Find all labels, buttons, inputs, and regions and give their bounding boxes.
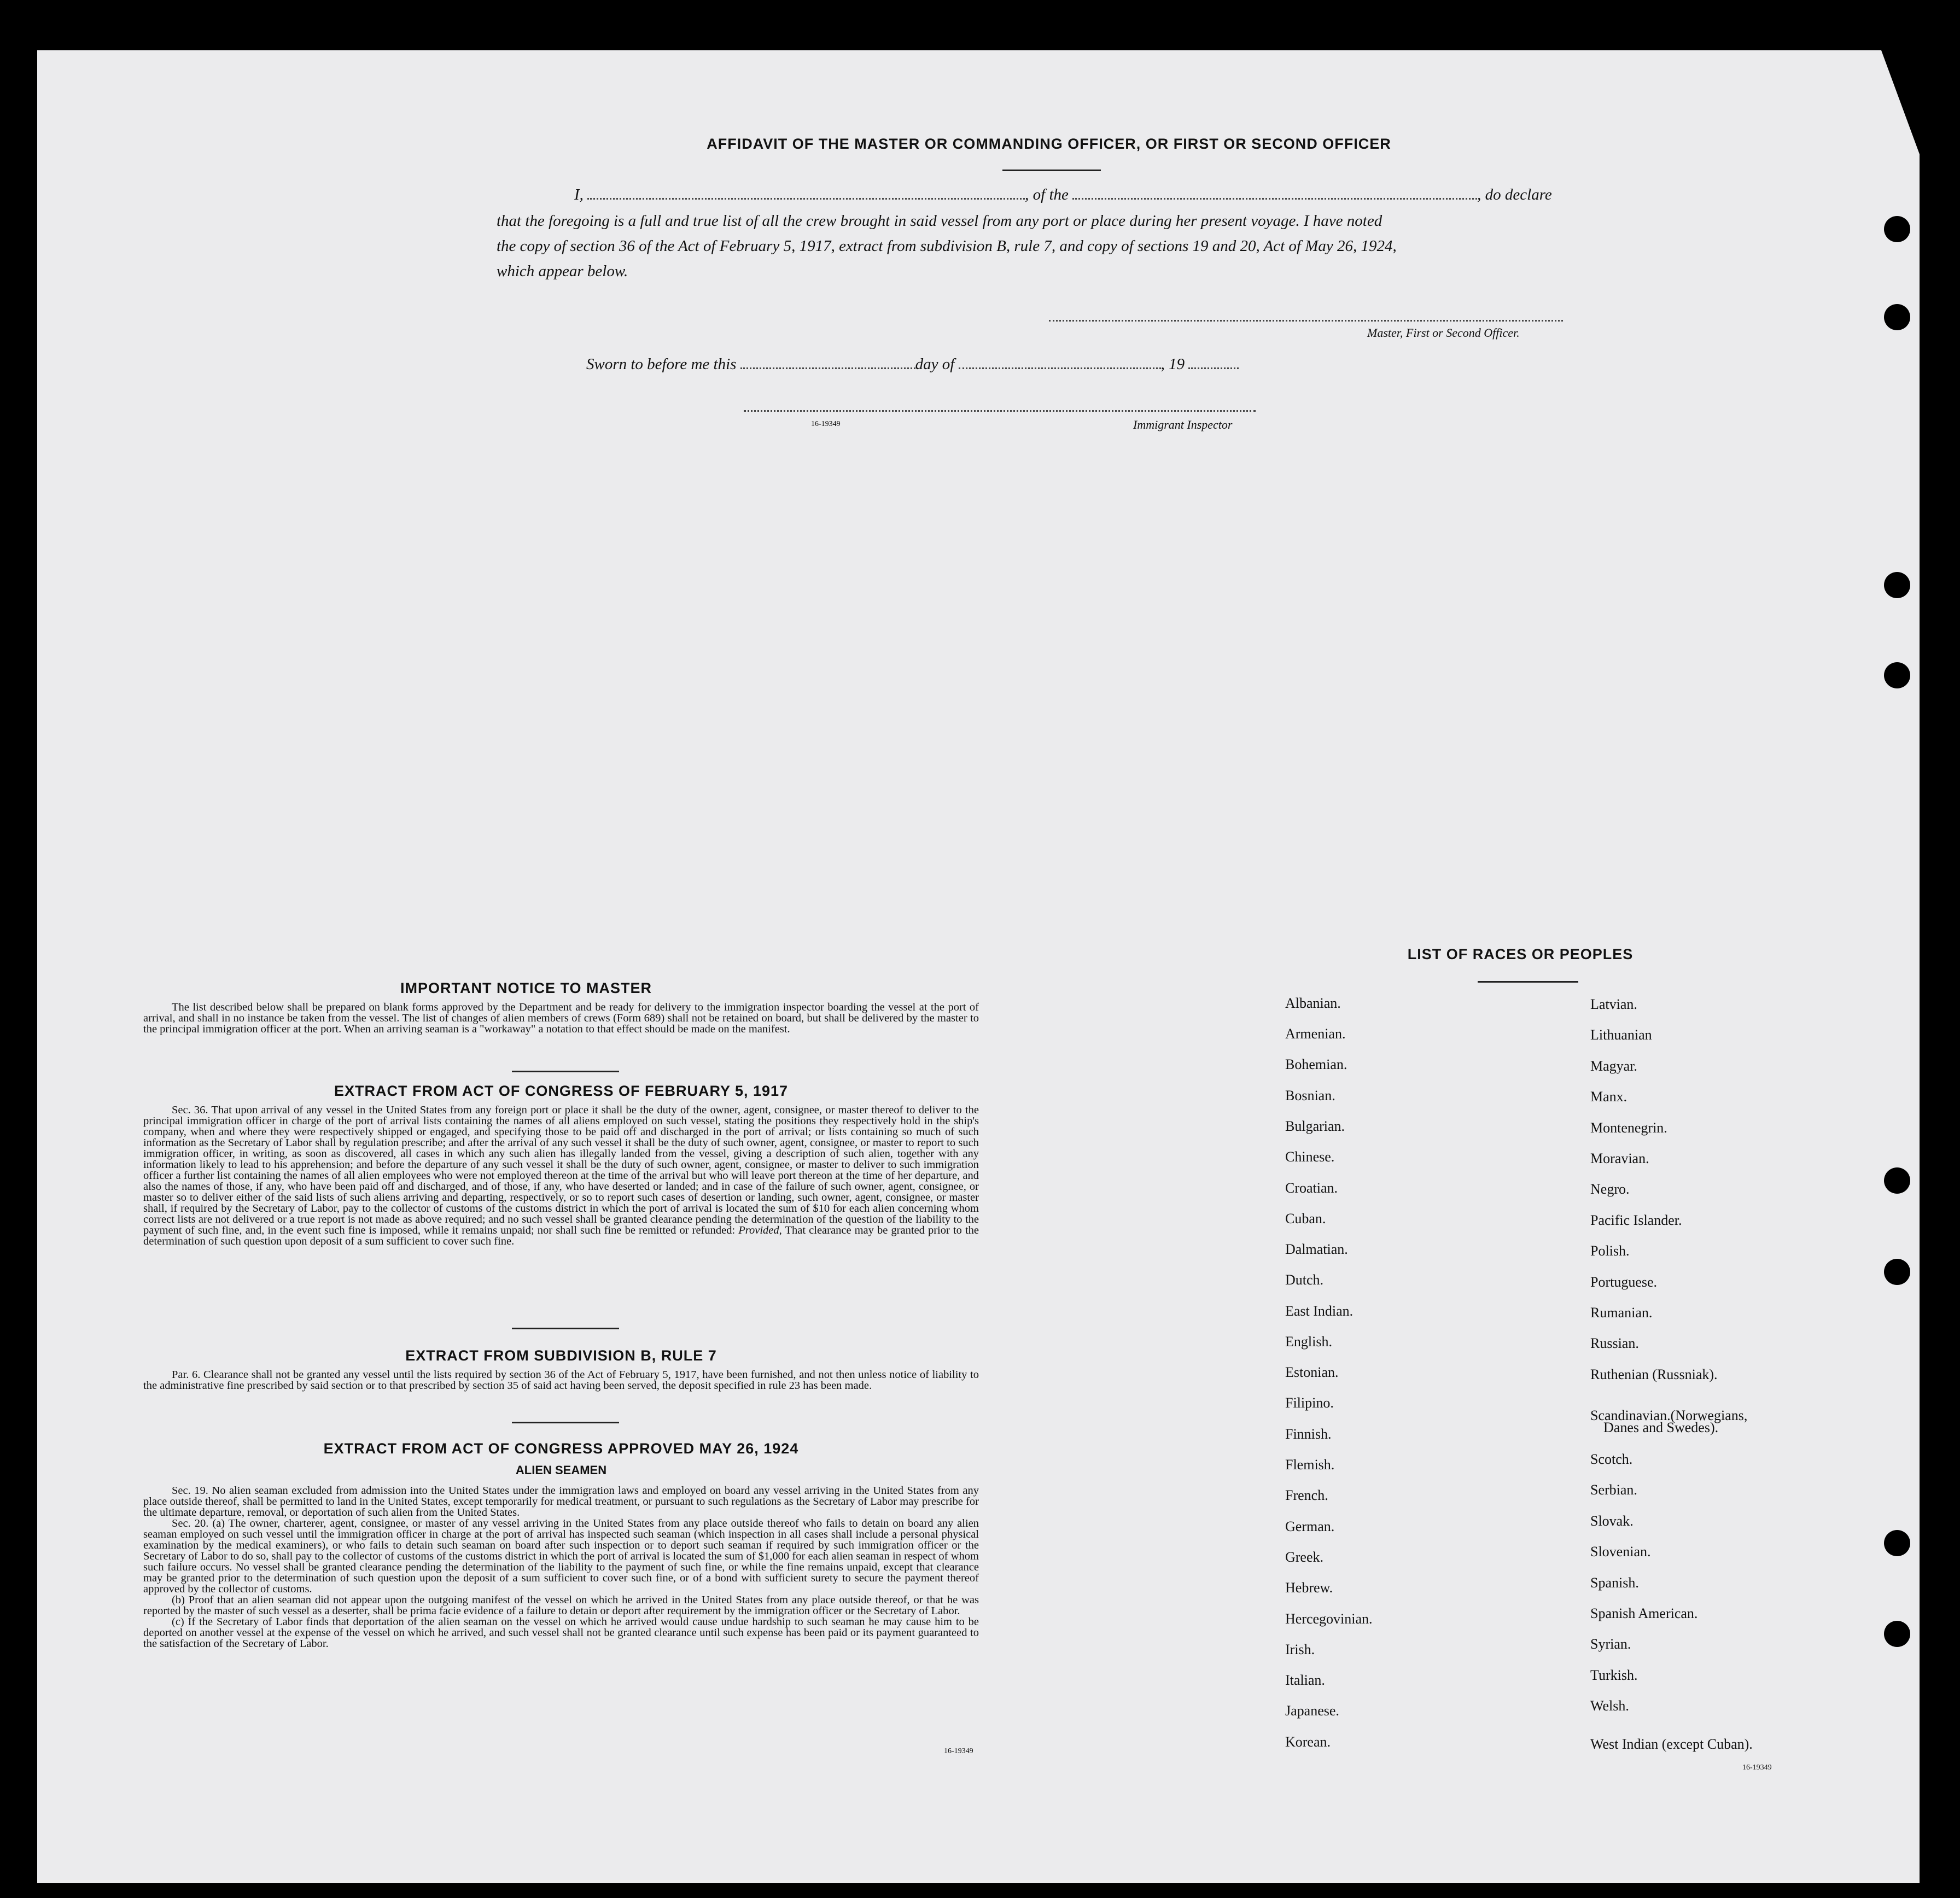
race-item: English. [1285, 1334, 1332, 1350]
extract-1917-text [143, 1105, 979, 1247]
race-item: Spanish American. [1590, 1605, 1698, 1621]
race-item: Magyar. [1590, 1058, 1637, 1074]
notice-title: IMPORTANT NOTICE TO MASTER [400, 980, 652, 996]
torn-corner [1881, 50, 1920, 154]
race-item: Bohemian. [1285, 1056, 1348, 1072]
race-item: Estonian. [1285, 1364, 1339, 1380]
declaration-line-4: which appear below. [497, 262, 628, 280]
signature-line[interactable] [1049, 320, 1563, 322]
race-item: Rumanian. [1590, 1305, 1653, 1321]
extract-1924-title: EXTRACT FROM ACT OF CONGRESS APPROVED MAY 26, 1924 [323, 1440, 799, 1457]
declaration-line-1 [574, 186, 1552, 204]
race-item: Ruthenian (Russniak). [1590, 1366, 1718, 1382]
month-blank[interactable] [959, 367, 1161, 369]
punch-hole [1884, 216, 1910, 242]
punch-hole [1884, 1259, 1910, 1285]
race-item: Dalmatian. [1285, 1241, 1348, 1257]
race-item: Welsh. [1590, 1698, 1629, 1714]
title-rule [1002, 170, 1101, 171]
race-item: Russian. [1590, 1335, 1639, 1351]
race-item: Latvian. [1590, 996, 1637, 1012]
race-item: Finnish. [1285, 1426, 1332, 1442]
punch-hole [1884, 304, 1910, 330]
punch-hole [1884, 572, 1910, 598]
race-item: Scotch. [1590, 1451, 1633, 1467]
race-item: Syrian. [1590, 1636, 1631, 1652]
race-item: Negro. [1590, 1181, 1630, 1197]
race-item: French. [1285, 1487, 1328, 1503]
race-item: Portuguese. [1590, 1274, 1658, 1290]
vessel-blank[interactable] [1072, 198, 1477, 200]
sec20c-paragraph: (c) If the Secretary of Labor finds that deportation of the alien seaman on the vessel on which he arrived would cause undue hardship to such seaman he may cause him to be deported on another vessel at the expense of the vessel on which he arrived, and such vessel shall not be granted clearance until such expense has been paid or its payment guaranteed to the satisfaction of the Secretary of Labor. [143, 1616, 979, 1650]
sec36-body: Sec. 36. That upon arrival of any vessel in the United States from any foreign port or place it shall be the duty of the owner, agent, consignee, or master thereof to deliver to the principal immigration officer in charge of the port of arrival lists containing the names of all aliens employed on such vessel, stating the positions they respectively hold in the ship's company, when and where they were respectively shipped or engaged, and specifying those to be paid off and discharged in the port of arrival; or lists containing so much of such information as the Secretary of Labor shall by regulation prescribe; and after the arrival of any such vessel it shall be the duty of such owner, agent, consignee, or master to report to such immigration officer, in writing, as soon as discovered, all cases in which any such alien has illegally landed from the vessel, giving a description of such alien, together with any information likely to lead to his apprehension; and before the departure of any such vessel it shall be the duty of such owner, agent, consignee, or master to deliver to such immigration officer a further list containing the names of all alien employees who were not employed thereon at the time of the arrival but who will leave port thereon at the time of her departure, and also the names of those, if any, who have been paid off and discharged, and of those, if any, who have deserted or landed; and in case of the failure of such owner, agent, consignee, or master so to deliver either of the said lists of such aliens arriving and departing, respectively, or so to report such cases of desertion or landing, such owner, agent, consignee, or master shall, if required by the Secretary of Labor, pay to the collector of customs of the customs district in which the port of arrival is located the sum of $10 for each alien concerning whom correct lists are not delivered or a true report is not made as above required; and no such vessel shall be granted clearance pending the determination of the question of the liability to the payment of such fine, and, in the event such fine is imposed, while it remains unpaid; nor shall such fine be remitted or refunded: [143, 1104, 979, 1236]
declaration-line-3: the copy of section 36 of the Act of February 5, 1917, extract from subdivision B, rule 7, and copy of sections 19 and 20, Act of May 26, 1924, [497, 237, 1397, 255]
race-item: West Indian (except Cuban). [1590, 1736, 1753, 1752]
races-title: LIST OF RACES OR PEOPLES [1407, 946, 1634, 962]
race-item: Bosnian. [1285, 1088, 1335, 1103]
race-item: Italian. [1285, 1672, 1325, 1688]
day-of-label: day of [915, 355, 955, 373]
do-declare-label: , do declare [1477, 186, 1552, 203]
race-item: Pacific Islander. [1590, 1212, 1682, 1228]
proviso-word: Provided, [738, 1224, 782, 1236]
inspector-signature-line[interactable] [744, 410, 1256, 412]
notice-paragraph: The list described below shall be prepared on blank forms approved by the Department and be ready for delivery to the immigration inspector boarding the vessel at the port of arrival, and shall in no instance be taken from the vessel. The list of changes of alien members of crews (Form 689) shall not be retained on board, but shall be delivered by the master to the principal immigration officer at the port. When an arriving seaman is a "workaway" a notation to that effect should be made on the manifest. [143, 1001, 979, 1035]
race-item: Slovenian. [1590, 1544, 1651, 1560]
sec19-paragraph: Sec. 19. No alien seaman excluded from admission into the United States under the immigration laws and employed on board any vessel arriving in the United States from any place outside thereof, shall be permitted to land in the United States, except temporarily for medical treatment, or pursuant to such regulations as the Secretary of Labor may prescribe for the ultimate departure, removal, or deportation of such alien from the United States. [143, 1485, 979, 1519]
signature-caption: Master, First or Second Officer. [1367, 326, 1520, 340]
race-item: Korean. [1285, 1734, 1331, 1750]
section-rule [512, 1071, 619, 1072]
race-item: Manx. [1590, 1089, 1628, 1105]
race-item: Moravian. [1590, 1151, 1649, 1166]
form-number: 16-19349 [811, 420, 841, 428]
race-item: Croatian. [1285, 1180, 1338, 1196]
race-item: Chinese. [1285, 1149, 1335, 1165]
alien-seamen-subtitle: ALIEN SEAMEN [515, 1463, 607, 1477]
title-rule [1478, 981, 1578, 983]
race-item: Turkish. [1590, 1667, 1638, 1683]
race-item: Greek. [1285, 1549, 1324, 1565]
extract-rule7-text [143, 1369, 979, 1391]
race-item: Flemish. [1285, 1457, 1335, 1473]
race-item: Scandinavian.(Norwegians, [1590, 1408, 1748, 1423]
inspector-caption: Immigrant Inspector [1133, 418, 1233, 431]
race-item: Irish. [1285, 1642, 1315, 1657]
race-item: Bulgarian. [1285, 1118, 1345, 1134]
sworn-line [586, 355, 1239, 373]
proviso-rest: That clearance may be granted prior to the determination of such question upon deposit of a sum sufficient to cover such fine. [143, 1224, 979, 1247]
punch-hole [1884, 1621, 1910, 1647]
race-item: Polish. [1590, 1243, 1630, 1259]
race-item: Cuban. [1285, 1211, 1326, 1227]
race-item-continuation: Danes and Swedes). [1603, 1420, 1719, 1435]
i-label: I, [574, 186, 584, 203]
race-item: Montenegrin. [1590, 1120, 1667, 1136]
race-item: Serbian. [1590, 1482, 1637, 1498]
race-item: Lithuanian [1590, 1027, 1652, 1043]
declaration-line-2: that the foregoing is a full and true list of all the crew brought in said vessel from any port or place during her present voyage. I have noted [497, 212, 1382, 230]
notice-text [143, 1002, 979, 1035]
section-rule [512, 1422, 619, 1423]
punch-hole [1884, 662, 1910, 688]
race-item: Japanese. [1285, 1703, 1339, 1719]
sec20b-paragraph: (b) Proof that an alien seaman did not appear upon the outgoing manifest of the vessel on which he arrived in the United States from any place outside thereof, or that he was reported by the master of such vessel as a deserter, shall be prima facie evidence of a failure to detain or deport after requirement by the immigration officer or the Secretary of Labor. [143, 1594, 979, 1617]
year-label: , 19 [1160, 355, 1185, 373]
extract-rule7-title: EXTRACT FROM SUBDIVISION B, RULE 7 [405, 1347, 717, 1364]
race-item: Dutch. [1285, 1272, 1324, 1288]
race-item: Spanish. [1590, 1575, 1639, 1591]
race-item: East Indian. [1285, 1303, 1354, 1319]
affidavit-title: AFFIDAVIT OF THE MASTER OR COMMANDING OFFICER, OR FIRST OR SECOND OFFICER [707, 136, 1391, 152]
extract-1917-title: EXTRACT FROM ACT OF CONGRESS OF FEBRUARY 5, 1917 [334, 1083, 789, 1099]
form-number: 16-19349 [944, 1747, 973, 1755]
punch-hole [1884, 1167, 1910, 1194]
race-item: German. [1285, 1519, 1335, 1534]
extract-1924-text [143, 1485, 979, 1649]
sworn-prefix: Sworn to before me this [586, 355, 737, 373]
name-blank[interactable] [587, 198, 1025, 200]
race-item: Slovak. [1590, 1513, 1634, 1529]
race-item: Albanian. [1285, 995, 1341, 1011]
race-item: Hebrew. [1285, 1580, 1333, 1596]
punch-hole [1884, 1530, 1910, 1556]
rule7-paragraph: Par. 6. Clearance shall not be granted any vessel until the lists required by section 36 of the Act of February 5, 1917, have been furnished, and not then unless notice of liability to the administrative fine prescribed by said section or to that prescribed by section 35 of said act having been served, the deposit specified in rule 23 has been made. [143, 1369, 979, 1392]
sec20a-paragraph: Sec. 20. (a) The owner, charterer, agent, consignee, or master of any vessel arriving in the United States from any place outside thereof who fails to detain on board any alien seaman employed on such vessel until the immigration officer in charge at the port of arrival has inspected such seaman (which inspection in all cases shall include a personal physical examination by the medical examiners), or who fails to detain such seaman on board after such inspection or to deport such seaman if required by such immigration officer or the Secretary of Labor to do so, shall pay to the collector of customs of the customs district in which the port of arrival is located the sum of $1,000 for each alien seaman in respect of whom such failure occurs. No vessel shall be granted clearance pending the determination of the liability to the payment of such fine, or while the fine remains unpaid, except that clearance may be granted prior to the determination of such question upon the deposit of a sum sufficient to cover such fine, or of a bond with sufficient surety to secure the payment thereof approved by the collector of customs. [143, 1517, 979, 1595]
race-item: Hercegovinian. [1285, 1611, 1373, 1627]
race-item: Filipino. [1285, 1395, 1334, 1411]
section-rule [512, 1328, 619, 1329]
year-blank[interactable] [1188, 367, 1239, 369]
form-number: 16-19349 [1742, 1763, 1772, 1772]
race-item: Armenian. [1285, 1026, 1346, 1042]
day-blank[interactable] [740, 367, 915, 369]
of-the-label: , of the [1025, 186, 1069, 203]
